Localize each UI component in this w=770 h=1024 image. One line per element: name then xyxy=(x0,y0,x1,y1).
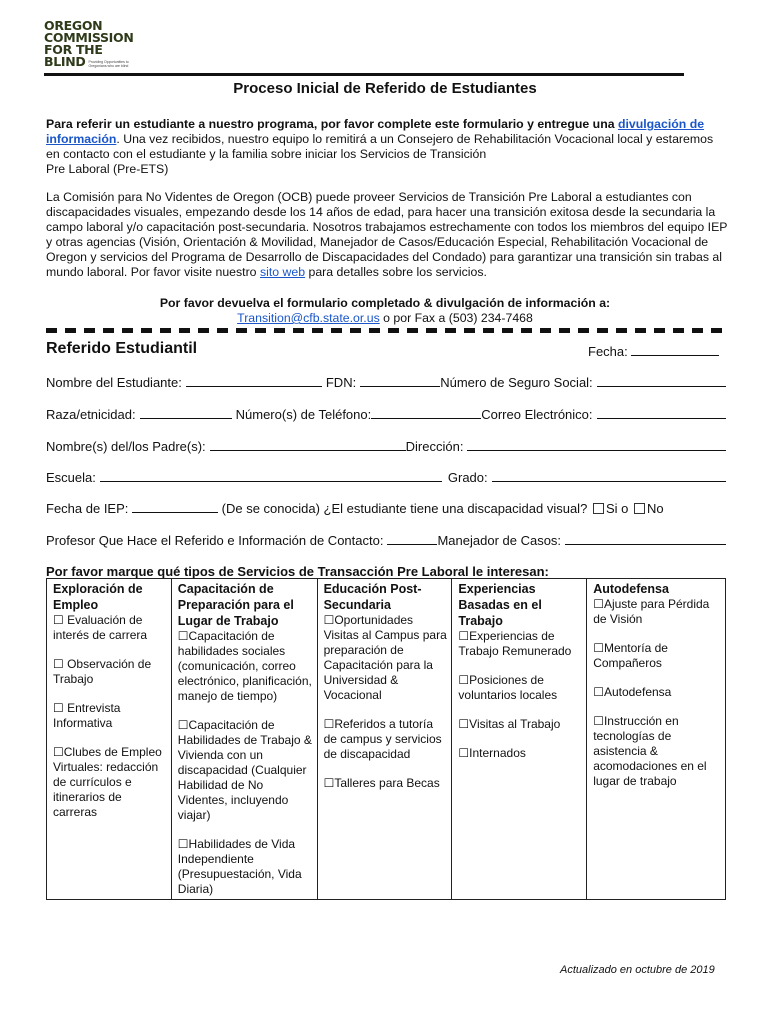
service-option[interactable]: ☐Instrucción en tecnologías de asistencia & acomodaciones en el lugar de trabajo xyxy=(593,714,707,788)
col-header: Experiencias Basadas en el Trabajo xyxy=(458,582,542,628)
col-header: Exploración de Empleo xyxy=(53,582,143,612)
case-manager-blank[interactable] xyxy=(565,532,726,545)
col-header: Autodefensa xyxy=(593,582,669,596)
service-option[interactable]: ☐ Evaluación de interés de carrera xyxy=(53,613,148,642)
service-option[interactable]: ☐Habilidades de Vida Independiente (Presupuestación, Vida Diaria) xyxy=(177,837,302,896)
no-checkbox[interactable] xyxy=(634,503,645,514)
parents-row xyxy=(46,438,726,454)
service-option[interactable]: ☐Referidos a tutoría de campus y servicios de discapacidad xyxy=(323,717,442,761)
yes-label: Si o xyxy=(605,501,629,516)
yes-checkbox[interactable] xyxy=(593,503,604,514)
dob-label: FDN: xyxy=(325,375,357,390)
parents-label: Nombre(s) del/los Padre(s): xyxy=(46,439,206,454)
date-label: Fecha: xyxy=(588,344,628,359)
employment-exploration-column xyxy=(47,579,172,900)
iep-label: Fecha de IEP: xyxy=(46,501,129,516)
return-line: Por favor devuelva el formulario completado & divulgación de información a: xyxy=(159,296,611,310)
date-blank[interactable] xyxy=(631,343,719,356)
race-blank[interactable] xyxy=(140,406,232,419)
student-name-label: Nombre del Estudiante: xyxy=(46,375,182,390)
email-blank[interactable] xyxy=(597,406,726,419)
grade-label: Grado: xyxy=(447,470,488,485)
address-blank[interactable] xyxy=(467,438,726,451)
student-row xyxy=(46,374,726,390)
service-option[interactable]: ☐Mentoría de Compañeros xyxy=(593,641,668,670)
iep-row xyxy=(46,500,664,516)
iep-blank[interactable] xyxy=(132,500,218,513)
school-row xyxy=(46,469,726,485)
service-option[interactable]: ☐ Observación de Trabajo xyxy=(53,657,152,686)
school-label: Escuela: xyxy=(46,470,96,485)
logo-line-4: BLIND xyxy=(44,54,86,69)
student-name-blank[interactable] xyxy=(186,374,322,387)
no-label: No xyxy=(646,501,664,516)
description-after: para detalles sobre los servicios. xyxy=(308,265,487,279)
service-option[interactable]: ☐Autodefensa xyxy=(593,685,672,699)
release-of-information-link[interactable]: divulgación de información xyxy=(46,117,705,146)
intro-rest: . Una vez recibidos, nuestro equipo lo remitirá a un Consejero de Rehabilitación Vocacional local y estaremos en contacto con el estudiante y la familia sobre iniciar los Servicios de Transición xyxy=(46,132,714,161)
phone-blank[interactable] xyxy=(371,406,481,419)
updated-date: Actualizado en octubre de 2019 xyxy=(560,964,715,976)
service-option[interactable]: ☐Oportunidades Visitas al Campus para preparación de Capacitación para la Universidad & Vocacional xyxy=(323,613,447,702)
iep-question: (De se conocida) ¿El estudiante tiene una discapacidad visual? xyxy=(221,501,588,516)
service-option[interactable]: ☐Capacitación de Habilidades de Trabajo & Vivienda con un discapacidad (Cualquier Habilidad de No Videntes, incluyendo viajar) xyxy=(177,718,312,822)
service-option[interactable]: ☐Talleres para Becas xyxy=(323,776,440,790)
intro-paragraph xyxy=(46,117,728,177)
dashed-separator xyxy=(46,328,726,333)
service-option[interactable]: ☐Posiciones de voluntarios locales xyxy=(458,673,558,702)
parents-blank[interactable] xyxy=(210,438,406,451)
grade-blank[interactable] xyxy=(492,469,726,482)
workplace-readiness-column xyxy=(171,579,317,900)
ssn-blank[interactable] xyxy=(597,374,726,387)
service-option[interactable]: ☐Visitas al Trabajo xyxy=(458,717,561,731)
return-instructions xyxy=(0,296,770,326)
service-option[interactable]: ☐Internados xyxy=(458,746,526,760)
teacher-row xyxy=(46,532,726,548)
services-row xyxy=(47,579,726,900)
header-rule xyxy=(44,73,684,76)
logo-line-3: FOR THE xyxy=(44,42,103,57)
email-label: Correo Electrónico: xyxy=(481,407,593,422)
work-based-column xyxy=(452,579,587,900)
page-title: Proceso Inicial de Referido de Estudiantes xyxy=(233,80,537,97)
intro-last-line: Pre Laboral (Pre-ETS) xyxy=(46,162,169,176)
logo-line-2: COMMISSION xyxy=(44,30,134,45)
ocb-logo xyxy=(44,20,144,68)
col-header: Educación Post-Secundaria xyxy=(323,582,422,612)
race-label: Raza/etnicidad: xyxy=(46,407,136,422)
address-label: Dirección: xyxy=(405,439,464,454)
fax-text: o por Fax a (503) 234-7468 xyxy=(383,311,533,325)
phone-label: Número(s) de Teléfono: xyxy=(235,407,372,422)
service-option[interactable]: ☐Experiencias de Trabajo Remunerado xyxy=(458,629,572,658)
school-blank[interactable] xyxy=(100,469,442,482)
post-secondary-column xyxy=(317,579,452,900)
col-header: Capacitación de Preparación para el Lugar de Trabajo xyxy=(177,582,294,628)
description-text: La Comisión para No Videntes de Oregon (OCB) puede proveer Servicios de Transición Pre Laboral a estudiantes con discapacidades visuales, empezando desde los 14 años de edad, para hacer una transición exitosa desde la secundaria la campo laboral y/o capacitación post-secundaria. Nosotros trabajamos estrechamente con todos los miembros del equipo IEP y otras agencias (Visión, Orientación & Movilidad, Manejador de Casos/Educación Especial, Rehabilitación Vocacional de Oregon y servicios del Programa de Desarrollo de Discapacidades del Condado) para garantizar una transición sin trabas al mundo laboral. Por favor visite nuestro xyxy=(46,190,728,279)
self-advocacy-column xyxy=(587,579,726,900)
website-link[interactable]: sito web xyxy=(259,265,306,279)
transition-email-link[interactable]: Transition@cfb.state.or.us xyxy=(237,311,380,325)
services-title: Por favor marque qué tipos de Servicios de Transacción Pre Laboral le interesan: xyxy=(46,564,549,579)
date-field xyxy=(588,343,719,359)
service-option[interactable]: ☐Clubes de Empleo Virtuales: redacción de currículos e itinerarios de carreras xyxy=(53,745,162,819)
contact-row xyxy=(46,406,726,422)
teacher-blank[interactable] xyxy=(387,532,437,545)
logo-line-1: OREGON xyxy=(44,18,103,33)
ocb-description-paragraph xyxy=(46,190,728,280)
intro-bold: Para referir un estudiante a nuestro programa, por favor complete este formulario y entregue una xyxy=(46,117,615,131)
service-option[interactable]: ☐ Entrevista Informativa xyxy=(53,701,121,730)
service-option[interactable]: ☐Capacitación de habilidades sociales (comunicación, correo electrónico, planificación, manejo de tiempo) xyxy=(177,629,312,703)
ssn-label: Número de Seguro Social: xyxy=(440,375,593,390)
dob-blank[interactable] xyxy=(360,374,440,387)
services-table xyxy=(46,578,726,900)
service-option[interactable]: ☐Ajuste para Pérdida de Visión xyxy=(593,597,710,626)
teacher-label: Profesor Que Hace el Referido e Información de Contacto: xyxy=(46,533,384,548)
referral-section-title: Referido Estudiantil xyxy=(46,340,198,357)
logo-tagline: Providing Opportunities to Oregonians who are blind xyxy=(88,60,129,68)
case-manager-label: Manejador de Casos: xyxy=(437,533,562,548)
